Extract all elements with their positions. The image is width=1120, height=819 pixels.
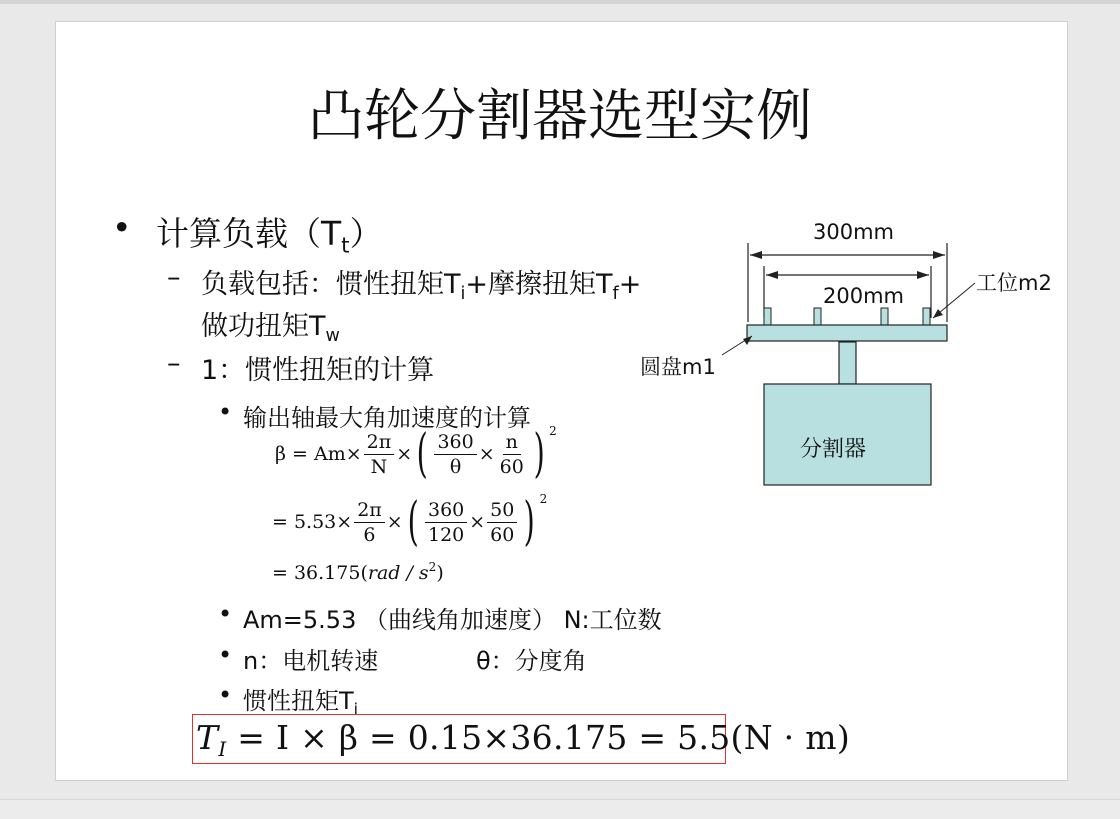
- bullet-dot: •: [112, 208, 132, 247]
- shaft: [839, 342, 856, 384]
- disc-label: 圆盘m1: [640, 355, 716, 379]
- bullet-compute-load-text: 计算负载（T: [156, 214, 342, 253]
- arrow-right-inner: [917, 271, 929, 279]
- station-1: [764, 308, 771, 325]
- final-formula: $T_I = I \times \beta = 0.15\times 36.175 = 5.5(N \cdot m)$: [196, 718, 851, 761]
- arrow-right-outer: [933, 251, 945, 259]
- indexer-label: 分割器: [800, 437, 867, 462]
- slide-title: 凸轮分割器选型实例: [308, 84, 812, 149]
- station-3: [881, 308, 888, 325]
- formula-substitution: = 5.53× $\frac{2\pi}{6}$ × ( $\frac{360}{120}$ × $\frac{50}{60}$ ) 2: [272, 492, 548, 552]
- station-2: [814, 308, 821, 325]
- formula-beta: β = Am× $\frac{2\pi}{N}$ × ( $\frac{360}{\theta}$ × $\frac{n}{60}$ ) 2: [275, 424, 557, 484]
- dash: –: [167, 262, 181, 293]
- dim-inner-label: 200mm: [823, 284, 904, 308]
- arrow-left-outer: [750, 251, 762, 259]
- dash: –: [167, 348, 181, 379]
- disc: [747, 325, 947, 341]
- station-4: [923, 308, 930, 325]
- station-label: 工位m2: [976, 271, 1052, 295]
- arrow-left-inner: [766, 271, 778, 279]
- dim-outer-label: 300mm: [813, 220, 894, 244]
- formula-result: = 36.175( rad / s 2 ): [272, 560, 444, 584]
- bottom-bar: [0, 799, 1120, 819]
